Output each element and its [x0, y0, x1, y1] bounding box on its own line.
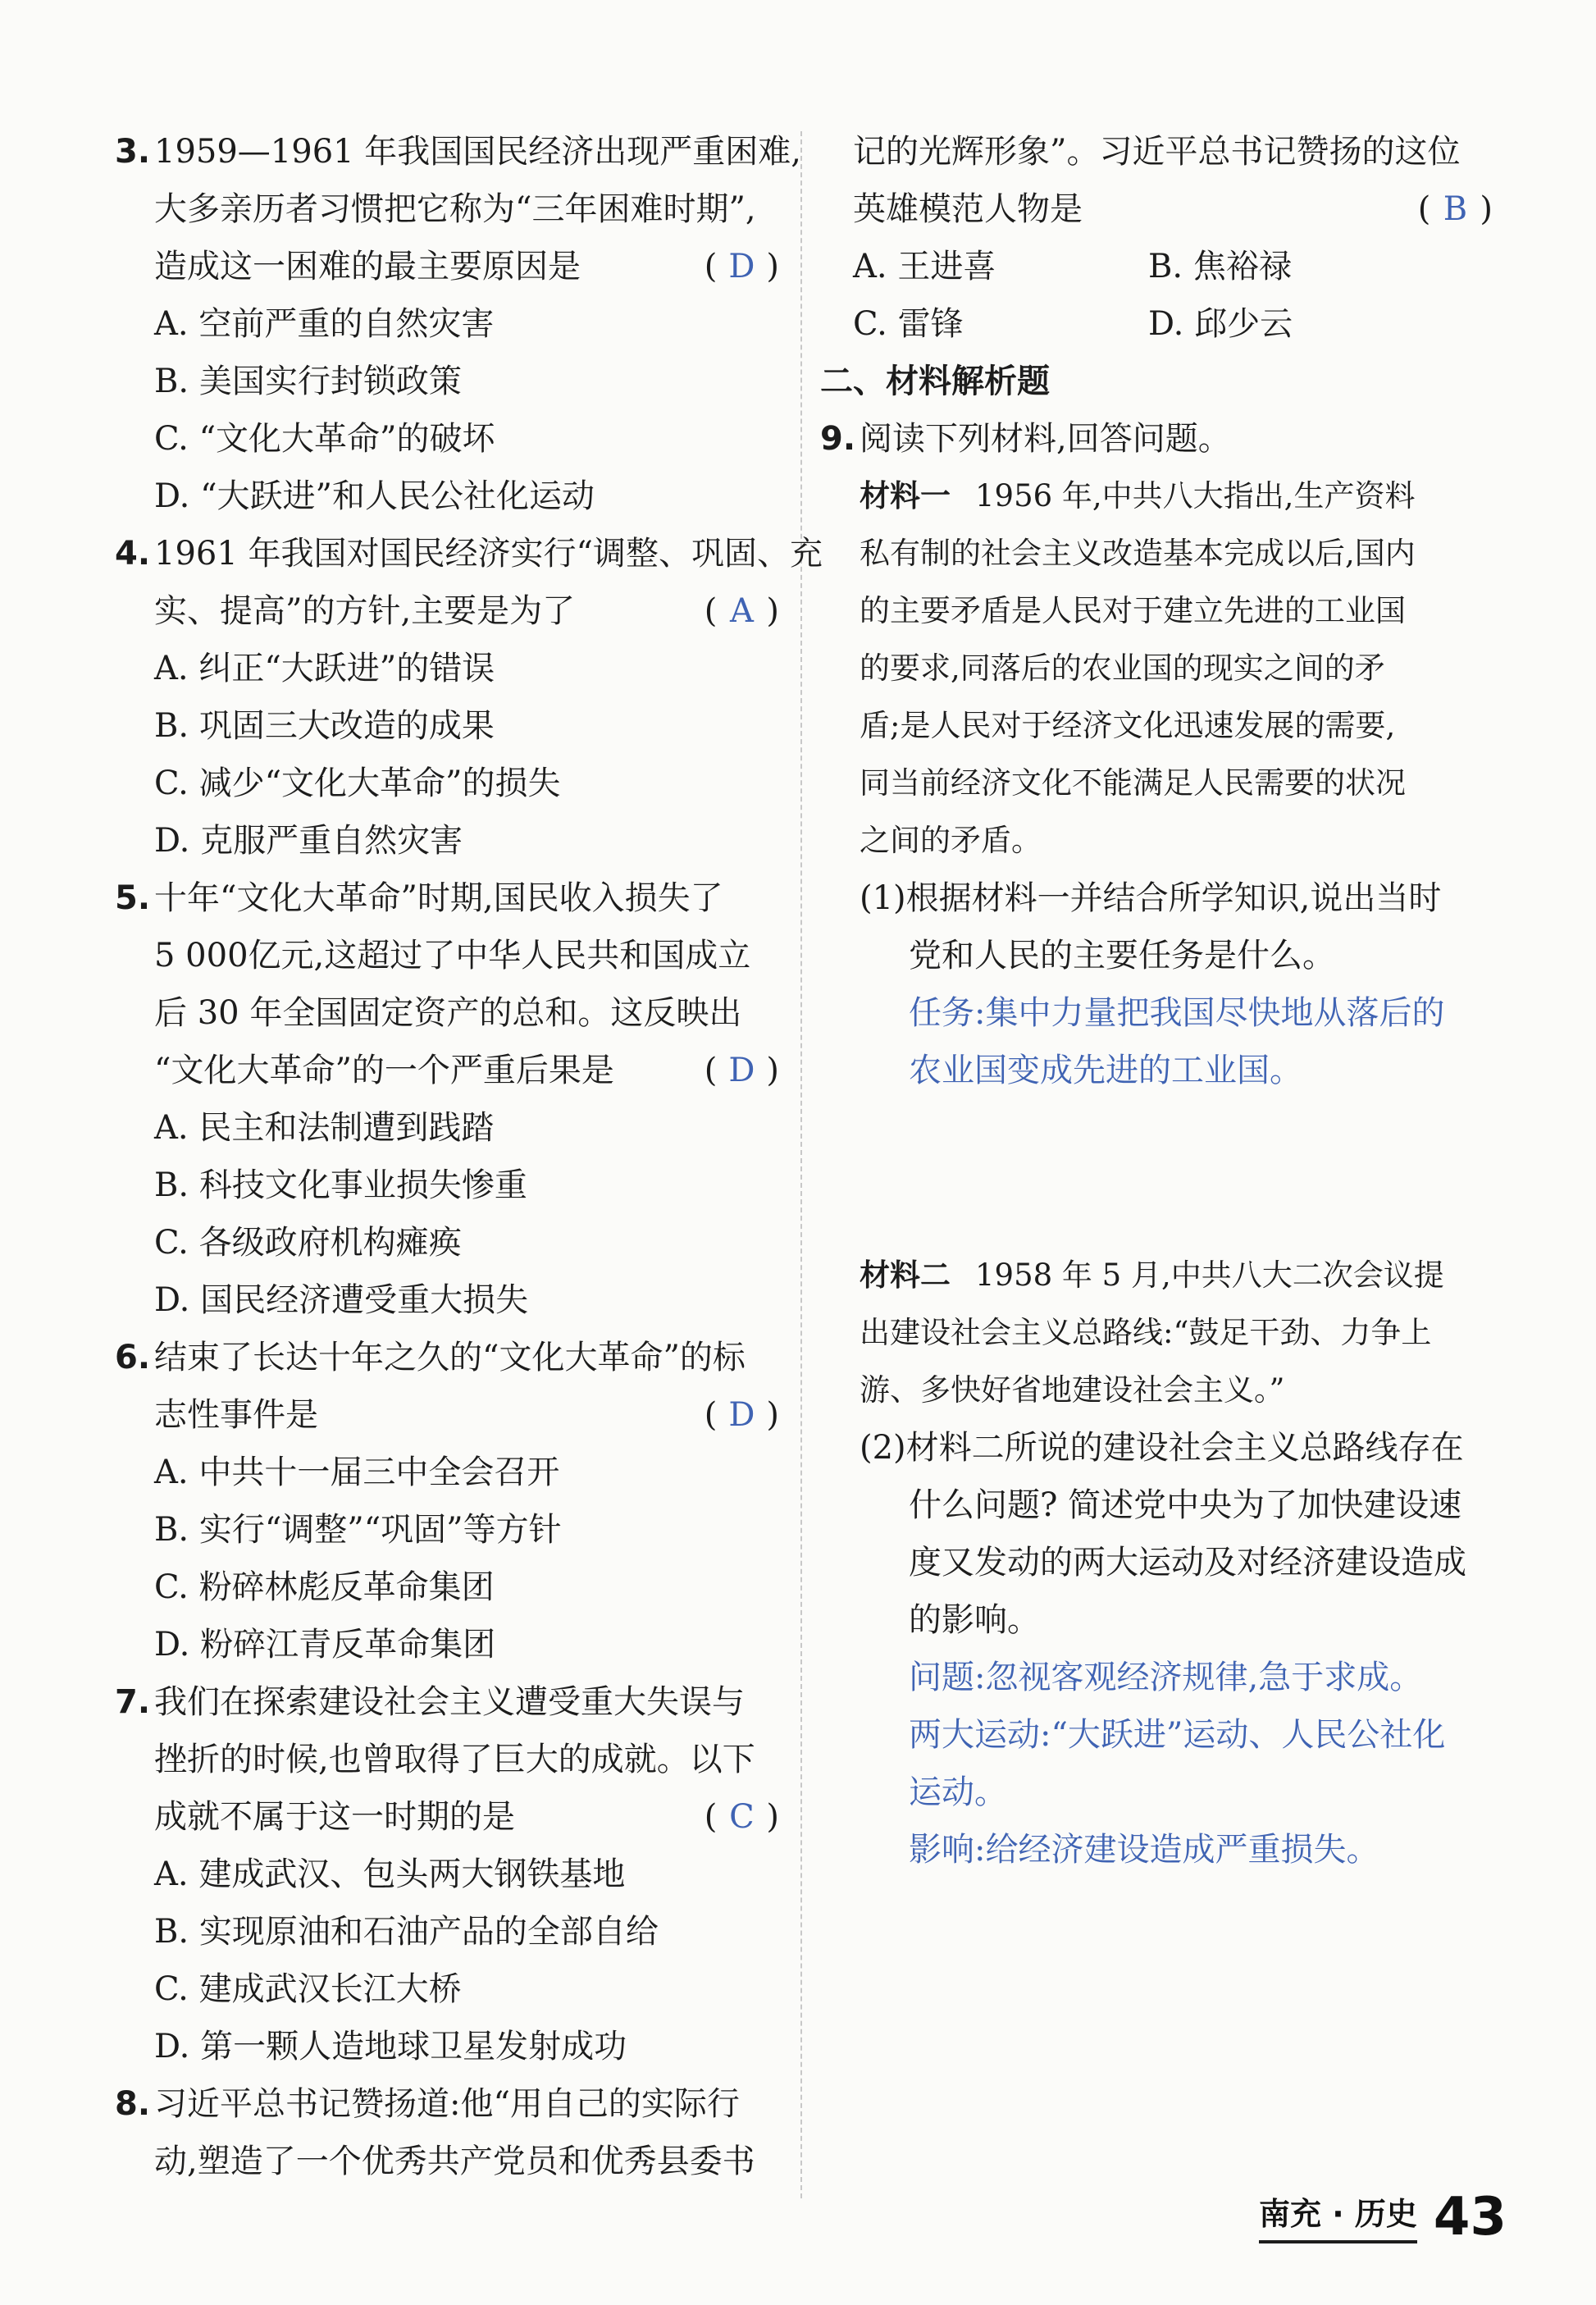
option-a: A. 空前严重的自然灾害 — [154, 305, 495, 343]
question-text: 习近平总书记赞扬道:他“用自己的实际行 — [154, 2085, 740, 2123]
material-two-label: 材料二 — [860, 1257, 951, 1293]
question-text: 成就不属于这一时期的是 — [154, 1798, 515, 1836]
question-number: 6. — [115, 1339, 151, 1376]
option-c: C. 雷锋 — [853, 305, 964, 343]
question-8-continued — [820, 123, 1493, 353]
question-text: 我们在探索建设社会主义遭受重大失误与 — [154, 1683, 745, 1721]
material-text: 1956 年,中共八大指出,生产资料 — [975, 478, 1416, 513]
option-a: A. 纠正“大跃进”的错误 — [154, 650, 495, 687]
option-a: A. 民主和法制遭到践踏 — [154, 1109, 495, 1147]
material-text: 私有制的社会主义改造基本完成以后,国内 — [860, 536, 1416, 571]
question-number: 5. — [115, 879, 151, 917]
answer-space — [820, 1099, 1493, 1247]
option-b: B. 实现原油和石油产品的全部自给 — [154, 1913, 659, 1951]
question-text: 造成这一困难的最主要原因是 — [154, 248, 581, 285]
option-d: D. “大跃进”和人民公社化运动 — [154, 477, 595, 515]
option-d: D. 粉碎江青反革命集团 — [154, 1626, 496, 1664]
answer-letter: C — [729, 1798, 755, 1836]
option-b: B. 实行“调整”“巩固”等方针 — [154, 1511, 562, 1549]
question-text: 后 30 年全国固定资产的总和。这反映出 — [154, 994, 742, 1032]
answer-2: 影响:给经济建设造成严重损失。 — [909, 1831, 1379, 1869]
question-text: 1961 年我国对国民经济实行“调整、巩固、充 — [154, 535, 823, 573]
material-text: 同当前经济文化不能满足人民需要的状况 — [860, 765, 1406, 801]
question-5 — [115, 870, 779, 1329]
question-7 — [115, 1673, 779, 2075]
subquestion-1: (1)根据材料一并结合所学知识,说出当时 — [860, 879, 1442, 917]
option-c: C. “文化大革命”的破坏 — [154, 420, 495, 458]
option-a: A. 建成武汉、包头两大钢铁基地 — [154, 1855, 626, 1893]
material-text: 出建设社会主义总路线:“鼓足干劲、力争上 — [860, 1315, 1432, 1350]
option-b: B. 焦裕禄 — [1148, 248, 1292, 285]
option-b: B. 美国实行封锁政策 — [154, 363, 462, 400]
footer-subject: 南充 · 历史 — [1259, 2189, 1417, 2243]
answer-bracket: ( D ) — [705, 1386, 779, 1444]
material-line — [820, 1247, 1493, 1304]
answer-1: 农业国变成先进的工业国。 — [909, 1052, 1302, 1089]
material-text: 之间的矛盾。 — [860, 823, 1042, 858]
material-text: 的主要矛盾是人民对于建立先进的工业国 — [860, 593, 1406, 628]
question-text: 5 000亿元,这超过了中华人民共和国成立 — [154, 937, 751, 974]
page-number: 43 — [1433, 2187, 1507, 2248]
question-9 — [820, 410, 1493, 1878]
question-3 — [115, 123, 802, 525]
question-8 — [115, 2075, 779, 2190]
answer-letter: D — [728, 1396, 755, 1434]
question-text: 动,塑造了一个优秀共产党员和优秀县委书 — [154, 2143, 755, 2180]
question-text: “文化大革命”的一个严重后果是 — [154, 1052, 614, 1089]
answer-bracket: ( B ) — [1418, 180, 1493, 238]
option-b: B. 巩固三大改造的成果 — [154, 707, 495, 745]
answer-letter: A — [729, 592, 754, 630]
option-c: C. 各级政府机构瘫痪 — [154, 1224, 462, 1262]
option-d: D. 邱少云 — [1148, 305, 1293, 343]
option-a: A. 中共十一届三中全会召开 — [154, 1454, 560, 1491]
options-row — [820, 295, 1493, 353]
answer-2: 运动。 — [909, 1773, 1007, 1811]
question-6 — [115, 1329, 779, 1673]
question-number: 3. — [115, 133, 151, 171]
option-d: D. 克服严重自然灾害 — [154, 822, 463, 860]
question-text: 英雄模范人物是 — [853, 190, 1083, 228]
option-b: B. 科技文化事业损失惨重 — [154, 1166, 527, 1204]
question-4 — [115, 525, 823, 870]
page-footer — [1259, 2178, 1507, 2248]
subquestion-1-text: 党和人民的主要任务是什么。 — [909, 937, 1335, 974]
material-one-label: 材料一 — [860, 478, 951, 513]
subquestion-2-text: 度又发动的两大运动及对经济建设造成 — [909, 1544, 1466, 1582]
answer-bracket: ( D ) — [705, 1042, 779, 1099]
option-c: C. 建成武汉长江大桥 — [154, 1970, 462, 2008]
material-text: 游、多快好省地建设社会主义。” — [860, 1372, 1285, 1408]
answer-bracket: ( D ) — [705, 238, 779, 295]
material-text: 的要求,同落后的农业国的现实之间的矛 — [860, 650, 1385, 686]
options-row — [820, 238, 1493, 295]
option-c: C. 减少“文化大革命”的损失 — [154, 765, 561, 802]
question-text: 实、提高”的方针,主要是为了 — [154, 592, 576, 630]
question-intro: 阅读下列材料,回答问题。 — [860, 420, 1231, 458]
question-number: 4. — [115, 535, 151, 573]
left-column — [115, 123, 823, 2190]
question-number: 8. — [115, 2085, 151, 2123]
question-number: 7. — [115, 1683, 151, 1721]
material-text: 盾;是人民对于经济文化迅速发展的需要, — [860, 708, 1396, 743]
answer-letter: D — [728, 1052, 755, 1089]
answer-letter: D — [728, 248, 755, 285]
section-title: 二、材料解析题 — [820, 363, 1050, 400]
question-text: 十年“文化大革命”时期,国民收入损失了 — [154, 879, 723, 917]
subquestion-2: (2)材料二所说的建设社会主义总路线存在 — [860, 1429, 1464, 1467]
question-number: 9. — [820, 420, 856, 458]
answer-2: 两大运动:“大跃进”运动、人民公社化 — [909, 1716, 1446, 1754]
answer-1: 任务:集中力量把我国尽快地从落后的 — [909, 994, 1445, 1032]
material-text: 1958 年 5 月,中共八大二次会议提 — [975, 1257, 1444, 1293]
option-a: A. 王进喜 — [853, 248, 996, 285]
question-text: 记的光辉形象”。习近平总书记赞扬的这位 — [853, 133, 1461, 171]
answer-bracket: ( A ) — [705, 582, 779, 640]
answer-letter: B — [1443, 190, 1468, 228]
option-d: D. 第一颗人造地球卫星发射成功 — [154, 2028, 627, 2065]
option-d: D. 国民经济遭受重大损失 — [154, 1281, 529, 1319]
question-text: 志性事件是 — [154, 1396, 318, 1434]
question-text: 结束了长达十年之久的“文化大革命”的标 — [154, 1339, 746, 1376]
material-line — [820, 468, 1493, 525]
answer-2: 问题:忽视客观经济规律,急于求成。 — [909, 1659, 1423, 1696]
subquestion-2-text: 的影响。 — [909, 1601, 1040, 1639]
question-text: 挫折的时候,也曾取得了巨大的成就。以下 — [154, 1741, 755, 1778]
answer-bracket: ( C ) — [705, 1788, 779, 1846]
right-column — [820, 123, 1493, 1878]
subquestion-2-text: 什么问题? 简述党中央为了加快建设速 — [909, 1486, 1462, 1524]
option-c: C. 粉碎林彪反革命集团 — [154, 1568, 495, 1606]
question-text: 大多亲历者习惯把它称为“三年困难时期”, — [154, 190, 756, 228]
question-text: 1959—1961 年我国国民经济出现严重困难, — [154, 133, 802, 171]
column-divider — [800, 131, 802, 2198]
